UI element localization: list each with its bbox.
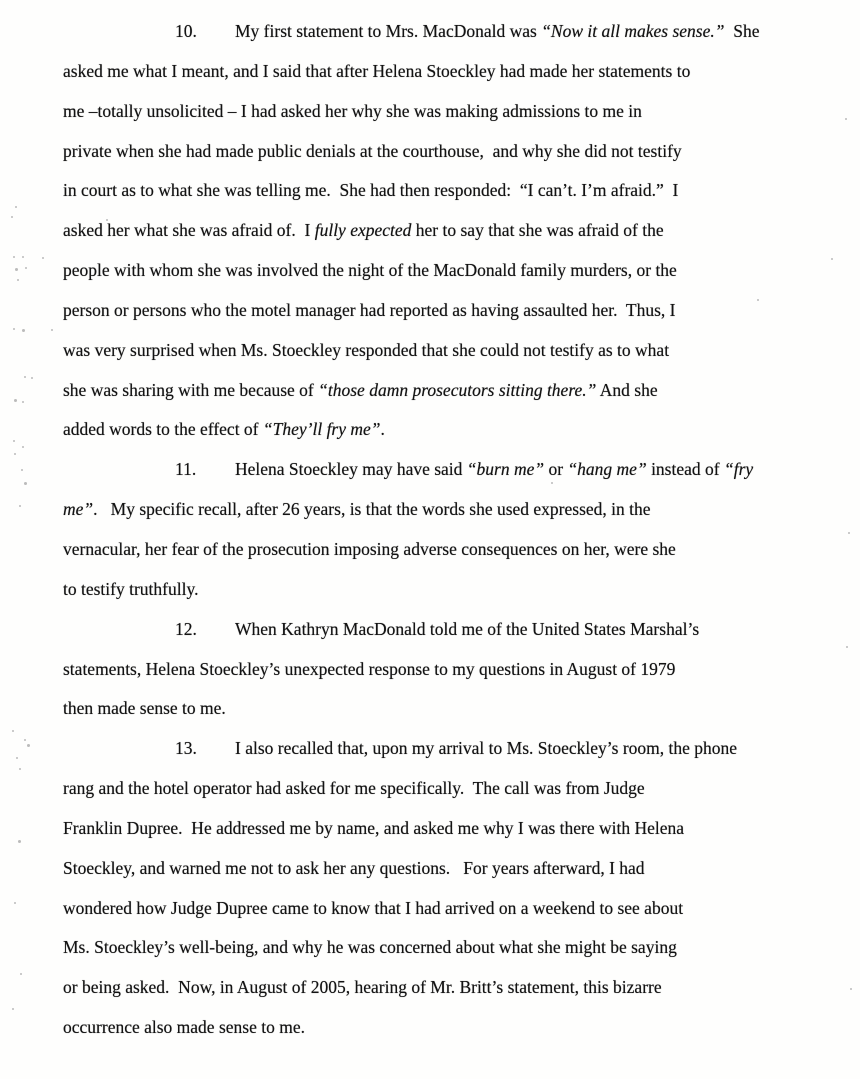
text-segment: she was sharing with me because of <box>63 379 319 400</box>
scan-noise-speck <box>11 216 13 218</box>
scan-noise-speck <box>24 482 27 485</box>
text-line <box>63 729 803 769</box>
text-segment: her to say that she was afraid of the <box>411 220 664 241</box>
text-line <box>63 52 803 92</box>
text-segment: When Kathryn MacDonald told me of the United States Marshal’s <box>235 618 700 639</box>
italic-text-segment: me” <box>63 499 94 520</box>
text-segment: statements, Helena Stoeckley’s unexpected response to my questions in August of 1979 <box>63 658 676 679</box>
scan-noise-speck <box>13 256 15 258</box>
scan-noise-speck <box>12 730 14 732</box>
text-segment: or being asked. Now, in August of 2005, hearing of Mr. Britt’s statement, this bizarre <box>63 977 662 998</box>
text-line <box>63 889 803 929</box>
scan-noise-speck <box>22 329 25 332</box>
scan-noise-speck <box>51 329 53 331</box>
text-segment: . My specific recall, after 26 years, is that the words she used expressed, in the <box>93 499 651 520</box>
scan-noise-speck <box>18 840 21 843</box>
text-segment: asked me what I meant, and I said that after Helena Stoeckley had made her statements to <box>63 60 691 81</box>
scan-noise-speck <box>551 482 553 484</box>
italic-text-segment: “fry <box>723 459 754 480</box>
text-segment: then made sense to me. <box>63 698 226 719</box>
text-line <box>63 211 803 251</box>
scan-noise-speck <box>850 988 852 990</box>
scan-noise-speck <box>845 118 847 120</box>
scan-noise-speck <box>14 453 16 455</box>
text-line <box>63 570 803 610</box>
text-line <box>63 331 803 371</box>
text-line <box>63 650 803 690</box>
scan-noise-speck <box>25 267 27 269</box>
text-line <box>63 530 803 570</box>
scan-noise-speck <box>19 505 21 507</box>
text-line <box>63 410 803 450</box>
scan-noise-speck <box>757 299 759 301</box>
text-segment: in court as to what she was telling me. She had then responded: “I can’t. I’m afraid.” I <box>63 180 679 201</box>
scan-noise-speck <box>24 739 26 741</box>
paragraph-number: 13. <box>175 738 197 759</box>
text-segment: She <box>724 21 760 41</box>
italic-text-segment: “They’ll fry me” <box>262 419 381 440</box>
text-segment: instead of <box>646 459 724 480</box>
scan-noise-speck <box>15 268 18 271</box>
text-line <box>63 809 803 849</box>
text-line <box>63 450 803 490</box>
text-segment: wondered how Judge Dupree came to know that I had arrived on a weekend to see about <box>63 897 684 918</box>
scan-noise-speck <box>17 279 19 281</box>
text-line <box>63 251 803 291</box>
scan-noise-speck <box>13 328 15 330</box>
scan-noise-speck <box>24 376 26 378</box>
text-segment: private when she had made public denials at the courthouse, and why she did not testify <box>63 140 682 161</box>
italic-text-segment: “burn me” <box>466 459 545 480</box>
scan-noise-speck <box>12 1008 14 1010</box>
text-line <box>63 171 803 211</box>
scan-noise-speck <box>31 377 33 379</box>
text-segment: rang and the hotel operator had asked for me specifically. The call was from Judge <box>63 778 645 799</box>
scan-noise-speck <box>15 206 17 208</box>
text-line <box>63 689 803 729</box>
text-line <box>63 92 803 132</box>
scan-noise-speck <box>20 973 22 975</box>
text-segment: occurrence also made sense to me. <box>63 1017 305 1038</box>
text-segment: Helena Stoeckley may have said <box>235 459 467 480</box>
scan-noise-speck <box>21 469 23 471</box>
paragraph-number: 12. <box>175 618 197 639</box>
scan-noise-speck <box>27 744 30 747</box>
text-segment: Ms. Stoeckley’s well-being, and why he was concerned about what she might be saying <box>63 937 677 958</box>
scan-noise-speck <box>848 532 850 534</box>
text-segment: person or persons who the motel manager had reported as having assaulted her. Thus, I <box>63 299 676 320</box>
scan-noise-speck <box>846 646 848 648</box>
text-segment: My first statement to Mrs. MacDonald was <box>235 21 542 41</box>
text-line <box>63 490 803 530</box>
text-segment: Franklin Dupree. He addressed me by name, and asked me why I was there with Helena <box>63 817 685 838</box>
text-segment: was very surprised when Ms. Stoeckley responded that she could not testify as to what <box>63 339 670 360</box>
text-line <box>63 610 803 650</box>
scan-noise-speck <box>22 256 24 258</box>
scan-noise-speck <box>22 401 24 403</box>
text-segment: added words to the effect of <box>63 419 263 440</box>
scan-noise-speck <box>14 902 16 904</box>
text-segment: . <box>380 419 385 440</box>
text-segment: to testify truthfully. <box>63 578 199 599</box>
italic-text-segment: “Now it all makes sense.” <box>541 21 725 41</box>
italic-text-segment: fully expected <box>314 220 412 241</box>
text-line <box>63 12 803 52</box>
text-segment: asked her what she was afraid of. I <box>63 220 315 241</box>
text-line <box>63 928 803 968</box>
text-line <box>63 1008 803 1048</box>
scan-noise-speck <box>106 219 108 221</box>
text-line <box>63 849 803 889</box>
italic-text-segment: “hang me” <box>567 459 647 480</box>
text-segment: Stoeckley, and warned me not to ask her any questions. For years afterward, I had <box>63 857 645 878</box>
text-segment: I also recalled that, upon my arrival to Ms. Stoeckley’s room, the phone <box>235 738 738 759</box>
text-line <box>63 132 803 172</box>
text-segment: And she <box>596 379 658 400</box>
scan-noise-speck <box>22 446 24 448</box>
scan-noise-speck <box>16 757 18 759</box>
scan-noise-speck <box>19 768 21 770</box>
paragraph-number: 11. <box>175 459 197 480</box>
document-text-block <box>63 12 803 1048</box>
scan-noise-speck <box>14 399 17 402</box>
scan-noise-speck <box>13 440 15 442</box>
text-line <box>63 371 803 411</box>
text-segment: me –totally unsolicited – I had asked her why she was making admissions to me in <box>63 100 642 121</box>
text-line <box>63 291 803 331</box>
text-line <box>63 769 803 809</box>
text-segment: or <box>544 459 568 480</box>
scan-noise-speck <box>831 258 833 260</box>
text-segment: vernacular, her fear of the prosecution imposing adverse consequences on her, were she <box>63 538 676 559</box>
text-segment: people with whom she was involved the night of the MacDonald family murders, or the <box>63 260 677 281</box>
scan-noise-speck <box>42 257 44 259</box>
text-line <box>63 968 803 1008</box>
italic-text-segment: “those damn prosecutors sitting there.” <box>318 379 597 400</box>
paragraph-number: 10. <box>175 21 197 41</box>
